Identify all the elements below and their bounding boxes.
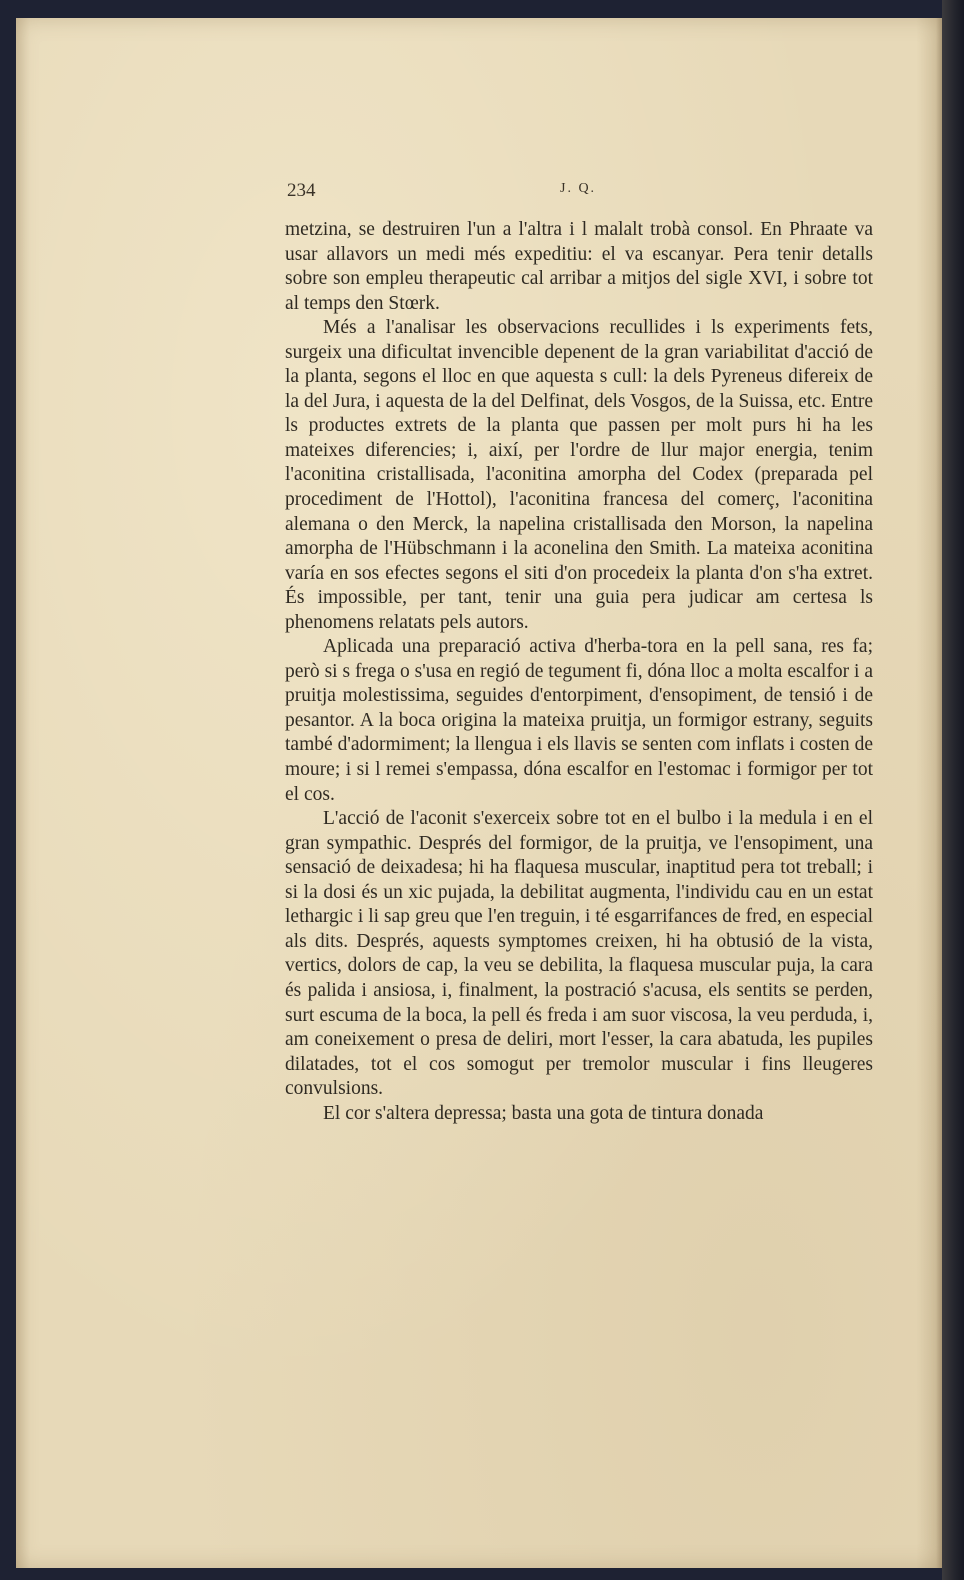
running-head: J. Q. bbox=[560, 181, 597, 196]
paragraph: L'acció de l'aconit s'exerceix sobre tot en el bulbo i la medula i en el gran sympathic. Després del formigor, de la pruitja, ve l'ensopiment, una sensació de deixadesa; hi ha flaquesa muscular, inaptitud pera tot treball; i si la dosi és un xic pujada, la debilitat augmenta, l'individu cau en un estat lethargic i li sap greu que l'en treguin, i té esgarrifances de fred, en especial als dits. Després, aquests symptomes creixen, hi ha obtusió de la vista, vertics, dolors de cap, la veu se debilita, la flaquesa muscular puja, la cara és palida i ansiosa, i, finalment, la postració s'acusa, els sentits se perden, surt escuma de la boca, la pell és freda i am suor viscosa, la veu perduda, i, am coneixement o presa de deliri, mort l'esser, la cara abatuda, les pupiles dilatades, tot el cos somogut per tremolor muscular i fins lleugeres convulsions. bbox=[285, 808, 873, 1100]
body-text bbox=[285, 218, 873, 1126]
paragraph: Més a l'analisar les observacions recullides i ls experiments fets, surgeix una dificultat invencible depenent de la gran variabilitat d'acció de la planta, segons el lloc en que aquesta s cull: la dels Pyreneus difereix de la del Jura, i aquesta de la del Delfinat, dels Vosgos, de la Suissa, etc. Entre ls productes extrets de la planta que passen per molt purs hi ha les mateixes diferencies; i, així, per l'ordre de llur major energia, tenim l'aconitina cristallisada, l'aconitina amorpha del Codex (preparada pel procediment de l'Hottol), l'aconitina francesa del comerç, l'aconitina alemana o den Merck, la napelina cristallisada den Morson, la napelina amorpha de l'Hübschmann i la aconelina den Smith. La mateixa aconitina varía en sos efectes segons el siti d'on procedeix la planta d'on s'ha extret. És impossible, per tant, tenir una guia pera judicar am certesa ls phenomens relatats pels autors. bbox=[285, 317, 873, 633]
page-number: 234 bbox=[287, 180, 316, 201]
page-edge-right bbox=[942, 0, 964, 1580]
page-header bbox=[287, 180, 867, 206]
paragraph: Aplicada una preparació activa d'herba-tora en la pell sana, res fa; però si s frega o s'usa en regió de tegument fi, dóna lloc a molta escalfor i a pruitja molestissima, seguides d'entorpiment, d'ensopiment, de tensió i de pesantor. A la boca origina la mateixa pruitja, un formigor estrany, seguits també d'adormiment; la llengua i els llavis se senten com inflats i costen de moure; i si l remei s'empassa, dóna escalfor en l'estomac i formigor per tot el cos. bbox=[285, 636, 873, 805]
paragraph: El cor s'altera depressa; basta una gota de tintura donada bbox=[323, 1102, 764, 1124]
paragraph: metzina, se destruiren l'un a l'altra i l malalt trobà consol. En Phraate va usar allavors un medi més expeditiu: el va escanyar. Pera tenir detalls sobre son empleu therapeutic cal arribar a mitjos del sigle XVI, i sobre tot al temps den Stœrk. bbox=[285, 219, 873, 314]
